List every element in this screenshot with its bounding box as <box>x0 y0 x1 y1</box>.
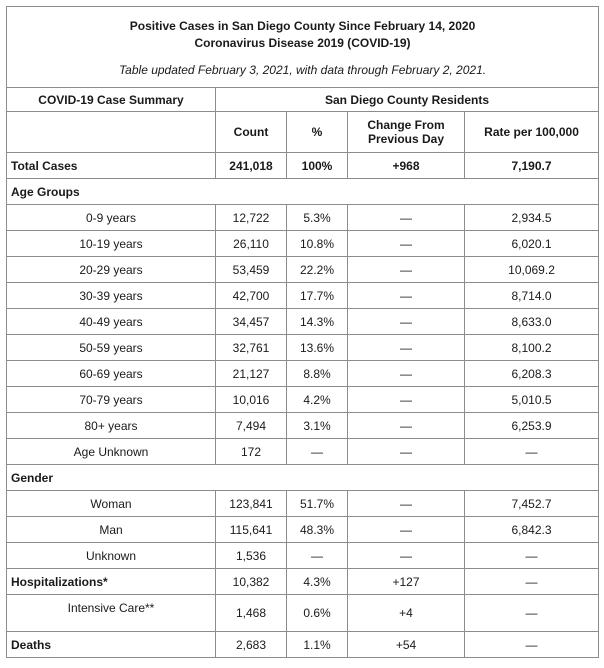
count-cell: 1,536 <box>216 543 287 569</box>
rate-cell: 8,100.2 <box>465 335 599 361</box>
row-label: 70-79 years <box>7 387 216 413</box>
count-cell: 172 <box>216 439 287 465</box>
row-label: 50-59 years <box>7 335 216 361</box>
rate-cell: 10,069.2 <box>465 257 599 283</box>
count-header: Count <box>216 112 287 153</box>
title-line-2: Coronavirus Disease 2019 (COVID-19) <box>194 35 411 50</box>
rate-cell: 6,253.9 <box>465 413 599 439</box>
gender-heading: Gender <box>7 465 599 491</box>
rate-cell: 8,714.0 <box>465 283 599 309</box>
table-row <box>7 309 599 335</box>
rate-cell: 8,633.0 <box>465 309 599 335</box>
count-cell: 123,841 <box>216 491 287 517</box>
rate-cell: — <box>465 595 599 632</box>
row-label: 40-49 years <box>7 309 216 335</box>
count-cell: 241,018 <box>216 153 287 179</box>
pct-cell: 3.1% <box>287 413 348 439</box>
change-cell: — <box>348 517 465 543</box>
age-group-rows <box>7 205 599 465</box>
table-row <box>7 257 599 283</box>
change-cell: +54 <box>348 632 465 658</box>
hospitalizations-row <box>7 569 599 595</box>
pct-cell: — <box>287 543 348 569</box>
case-summary-table-container <box>6 6 598 658</box>
change-header-line-1: Change From <box>367 118 445 132</box>
deaths-row <box>7 632 599 658</box>
table-row <box>7 387 599 413</box>
change-cell: — <box>348 205 465 231</box>
pct-cell: 48.3% <box>287 517 348 543</box>
count-cell: 21,127 <box>216 361 287 387</box>
change-cell: — <box>348 361 465 387</box>
table-row <box>7 491 599 517</box>
change-cell: — <box>348 283 465 309</box>
age-groups-heading: Age Groups <box>7 179 599 205</box>
total-row <box>7 153 599 179</box>
change-cell: +968 <box>348 153 465 179</box>
table-row <box>7 283 599 309</box>
pct-cell: 5.3% <box>287 205 348 231</box>
table-row <box>7 361 599 387</box>
rate-cell: — <box>465 632 599 658</box>
row-label: 0-9 years <box>7 205 216 231</box>
pct-cell: — <box>287 439 348 465</box>
pct-cell: 14.3% <box>287 309 348 335</box>
pct-cell: 1.1% <box>287 632 348 658</box>
row-label: 30-39 years <box>7 283 216 309</box>
row-label: Woman <box>7 491 216 517</box>
pct-cell: 10.8% <box>287 231 348 257</box>
change-header <box>348 112 465 153</box>
count-cell: 1,468 <box>216 595 287 632</box>
count-cell: 7,494 <box>216 413 287 439</box>
pct-cell: 8.8% <box>287 361 348 387</box>
row-label: Unknown <box>7 543 216 569</box>
count-cell: 2,683 <box>216 632 287 658</box>
row-label: Intensive Care** <box>7 595 216 632</box>
change-cell: +4 <box>348 595 465 632</box>
row-label: Age Unknown <box>7 439 216 465</box>
row-label: Hospitalizations* <box>7 569 216 595</box>
rate-cell: 2,934.5 <box>465 205 599 231</box>
table-row <box>7 517 599 543</box>
title-line-1: Positive Cases in San Diego County Since February 14, 2020 <box>129 18 476 33</box>
pct-cell: 4.3% <box>287 569 348 595</box>
count-cell: 53,459 <box>216 257 287 283</box>
summary-header: COVID-19 Case Summary <box>7 88 216 112</box>
table-row <box>7 205 599 231</box>
row-label: Deaths <box>7 632 216 658</box>
pct-cell: 17.7% <box>287 283 348 309</box>
table-row <box>7 335 599 361</box>
pct-cell: 51.7% <box>287 491 348 517</box>
change-cell: — <box>348 439 465 465</box>
change-cell: — <box>348 335 465 361</box>
rate-cell: — <box>465 543 599 569</box>
updated-note: Table updated February 3, 2021, with data through February 2, 2021. <box>118 62 487 77</box>
change-cell: — <box>348 413 465 439</box>
row-label: 10-19 years <box>7 231 216 257</box>
pct-cell: 13.6% <box>287 335 348 361</box>
count-cell: 12,722 <box>216 205 287 231</box>
rate-cell: 5,010.5 <box>465 387 599 413</box>
count-cell: 10,382 <box>216 569 287 595</box>
table-row <box>7 543 599 569</box>
pct-cell: 100% <box>287 153 348 179</box>
change-cell: — <box>348 543 465 569</box>
table-row <box>7 439 599 465</box>
case-summary-table <box>6 6 599 658</box>
rate-header: Rate per 100,000 <box>465 112 599 153</box>
change-cell: — <box>348 491 465 517</box>
rate-cell: 6,842.3 <box>465 517 599 543</box>
count-cell: 26,110 <box>216 231 287 257</box>
change-cell: — <box>348 257 465 283</box>
blank-header-cell <box>7 112 216 153</box>
pct-cell: 4.2% <box>287 387 348 413</box>
rate-cell: 6,020.1 <box>465 231 599 257</box>
pct-header: % <box>287 112 348 153</box>
gender-rows <box>7 491 599 569</box>
intensive-care-row <box>7 595 599 632</box>
count-cell: 32,761 <box>216 335 287 361</box>
table-title <box>7 7 599 88</box>
change-cell: — <box>348 309 465 335</box>
table-row <box>7 413 599 439</box>
residents-header: San Diego County Residents <box>216 88 599 112</box>
rate-cell: 7,190.7 <box>465 153 599 179</box>
table-row <box>7 231 599 257</box>
change-cell: — <box>348 387 465 413</box>
pct-cell: 22.2% <box>287 257 348 283</box>
change-cell: — <box>348 231 465 257</box>
rate-cell: — <box>465 569 599 595</box>
count-cell: 34,457 <box>216 309 287 335</box>
pct-cell: 0.6% <box>287 595 348 632</box>
row-label: 60-69 years <box>7 361 216 387</box>
row-label: Man <box>7 517 216 543</box>
count-cell: 10,016 <box>216 387 287 413</box>
change-header-line-2: Previous Day <box>367 132 445 146</box>
row-label: 80+ years <box>7 413 216 439</box>
rate-cell: 6,208.3 <box>465 361 599 387</box>
rate-cell: — <box>465 439 599 465</box>
row-label: 20-29 years <box>7 257 216 283</box>
count-cell: 115,641 <box>216 517 287 543</box>
row-label: Total Cases <box>7 153 216 179</box>
change-cell: +127 <box>348 569 465 595</box>
count-cell: 42,700 <box>216 283 287 309</box>
rate-cell: 7,452.7 <box>465 491 599 517</box>
